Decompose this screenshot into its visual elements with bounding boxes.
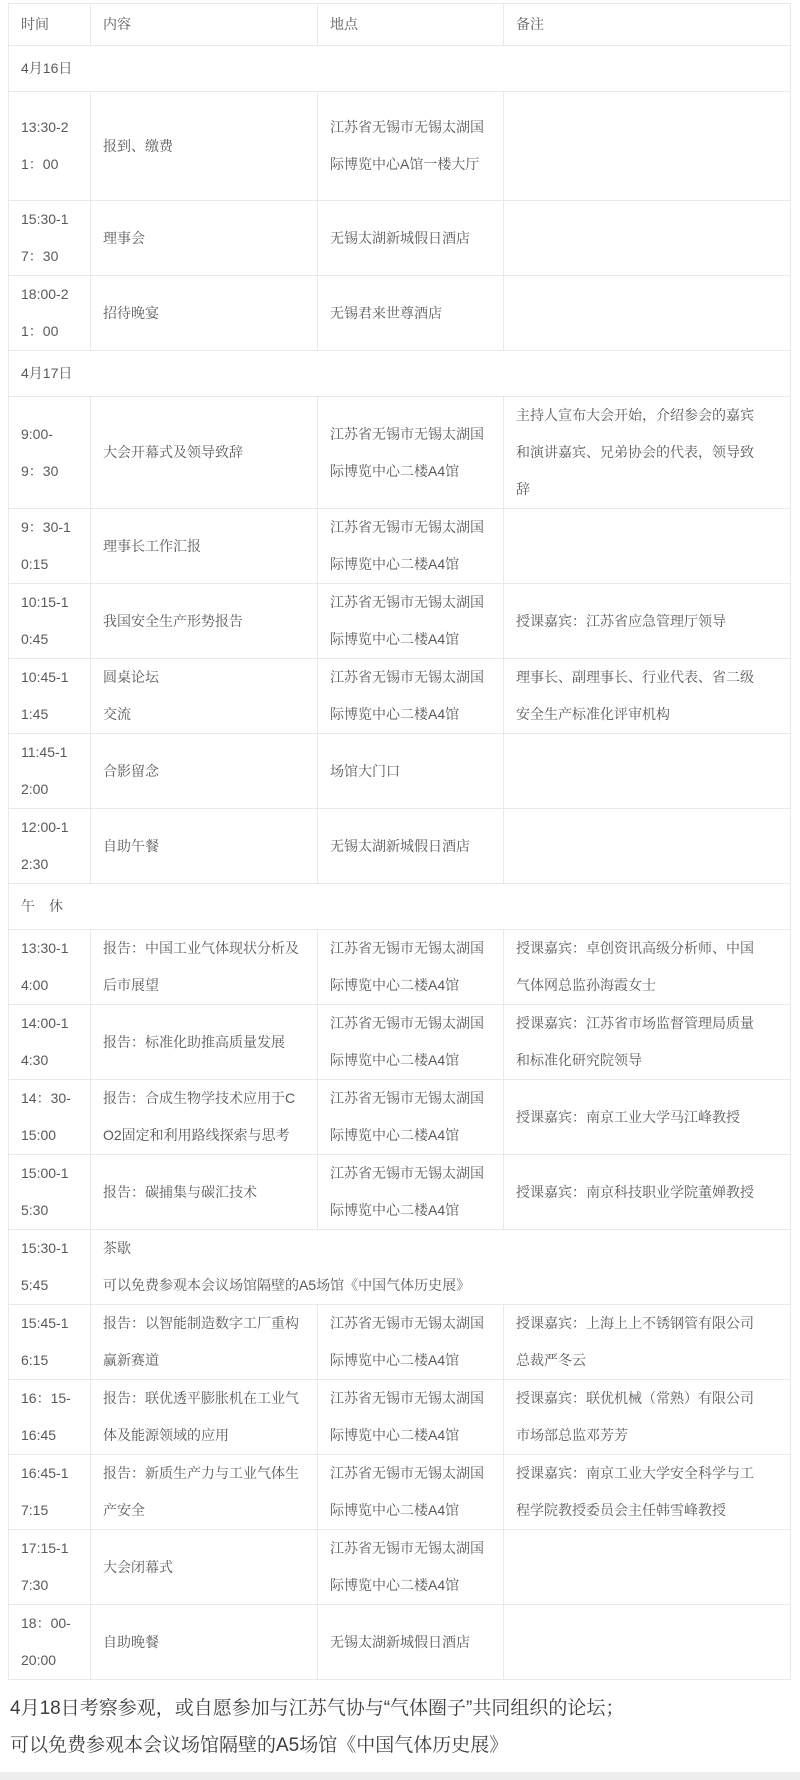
remark-cell [504, 734, 791, 809]
location-cell [318, 276, 504, 351]
cell-line: 1：00 [21, 323, 59, 339]
cell-line: 20:00 [21, 1652, 57, 1668]
content-cell [91, 1530, 318, 1605]
section-row [9, 46, 791, 92]
cell-line: 4:30 [21, 1052, 49, 1068]
content-cell [91, 1230, 791, 1305]
time-cell [9, 930, 91, 1005]
cell-line: 无锡太湖新城假日酒店 [330, 229, 470, 246]
cell-line: 2:00 [21, 781, 49, 797]
cell-line: 0:45 [21, 631, 49, 647]
column-header-place: 地点 [318, 4, 504, 46]
cell-line: 际博览中心二楼A4馆 [330, 1352, 460, 1368]
time-cell [9, 1005, 91, 1080]
cell-line: 际博览中心二楼A4馆 [330, 1202, 460, 1218]
content-cell [91, 276, 318, 351]
content-cell [91, 584, 318, 659]
remark-cell [504, 1380, 791, 1455]
column-header-remark: 备注 [504, 4, 791, 46]
time-cell [9, 397, 91, 509]
content-cell [91, 92, 318, 201]
cell-line: 18：00- [21, 1615, 71, 1631]
location-cell [318, 930, 504, 1005]
cell-line: 我国安全生产形势报告 [103, 612, 243, 629]
cell-line: 报告：联优透平膨胀机在工业气 [103, 1390, 299, 1406]
cell-line: 交流 [103, 706, 131, 722]
cell-line: 6:15 [21, 1352, 49, 1368]
content-cell [91, 1305, 318, 1380]
table-row [9, 276, 791, 351]
location-cell [318, 734, 504, 809]
content-cell [91, 397, 318, 509]
remark-cell [504, 809, 791, 884]
section-row [9, 351, 791, 397]
remark-cell [504, 201, 791, 276]
time-cell [9, 1380, 91, 1455]
cell-line: 理事会 [103, 229, 145, 246]
footer-line-1: 4月18日考察参观，或自愿参加与江苏气协与“气体圈子”共同组织的论坛； [10, 1698, 625, 1719]
cell-line: 授课嘉宾：上海上上不锈钢管有限公司 [516, 1315, 754, 1331]
cell-line: 安全生产标准化评审机构 [516, 706, 670, 722]
remark-cell [504, 1530, 791, 1605]
table-row [9, 809, 791, 884]
cell-line: 7:30 [21, 1577, 49, 1593]
table-row [9, 92, 791, 201]
time-cell [9, 201, 91, 276]
cell-line: 11:45-1 [21, 744, 68, 760]
cell-line: 茶歇 [103, 1240, 131, 1256]
location-cell [318, 509, 504, 584]
cell-line: 市场部总监邓芳芳 [516, 1427, 628, 1443]
cell-line: 自助午餐 [103, 837, 159, 854]
cell-line: 江苏省无锡市无锡太湖国 [330, 1540, 484, 1556]
cell-line: 自助晚餐 [103, 1633, 159, 1650]
cell-line: 江苏省无锡市无锡太湖国 [330, 425, 484, 442]
content-cell [91, 201, 318, 276]
cell-line: 15:45-1 [21, 1315, 69, 1331]
cell-line: 际博览中心二楼A4馆 [330, 1052, 460, 1068]
table-row [9, 1455, 791, 1530]
content-cell [91, 734, 318, 809]
remark-cell [504, 397, 791, 509]
time-cell [9, 734, 91, 809]
remark-cell [504, 92, 791, 201]
footer-line-2: 可以免费参观本会议场馆隔壁的A5场馆《中国气体历史展》 [10, 1735, 509, 1756]
time-cell [9, 509, 91, 584]
cell-line: 际博览中心二楼A4馆 [330, 706, 460, 722]
time-cell [9, 1230, 91, 1305]
location-cell [318, 1380, 504, 1455]
cell-line: O2固定和利用路线探索与思考 [103, 1127, 290, 1143]
time-cell [9, 1155, 91, 1230]
time-cell [9, 1455, 91, 1530]
remark-cell [504, 930, 791, 1005]
cell-line: 江苏省无锡市无锡太湖国 [330, 1090, 484, 1106]
cell-line: 无锡太湖新城假日酒店 [330, 837, 470, 854]
schedule-body [9, 46, 791, 1680]
cell-line: 14:00-1 [21, 1015, 69, 1031]
cell-line: 江苏省无锡市无锡太湖国 [330, 519, 484, 535]
cell-line: 无锡太湖新城假日酒店 [330, 1633, 470, 1650]
location-cell [318, 92, 504, 201]
cell-line: 际博览中心二楼A4馆 [330, 1127, 460, 1143]
cell-line: 江苏省无锡市无锡太湖国 [330, 940, 484, 956]
cell-line: 际博览中心二楼A4馆 [330, 1502, 460, 1518]
remark-cell [504, 1305, 791, 1380]
cell-line: 赢新赛道 [103, 1352, 159, 1368]
cell-line: 5:30 [21, 1202, 49, 1218]
cell-line: 际博览中心A馆一楼大厅 [330, 156, 480, 172]
cell-line: 0:15 [21, 556, 49, 572]
section-label: 午 休 [9, 884, 791, 930]
cell-line: 辞 [516, 481, 530, 497]
content-cell [91, 1455, 318, 1530]
table-row [9, 930, 791, 1005]
cell-line: 报告：以智能制造数字工厂重构 [103, 1315, 299, 1331]
cell-line: 10:15-1 [21, 594, 69, 610]
cell-line: 总裁严冬云 [516, 1352, 586, 1368]
time-cell [9, 1305, 91, 1380]
location-cell [318, 1605, 504, 1680]
cell-line: 际博览中心二楼A4馆 [330, 1427, 460, 1443]
table-row [9, 1380, 791, 1455]
content-cell [91, 930, 318, 1005]
cell-line: 授课嘉宾：南京工业大学马江峰教授 [516, 1108, 740, 1125]
cell-line: 报到、缴费 [103, 137, 173, 154]
table-row [9, 509, 791, 584]
content-cell [91, 659, 318, 734]
cell-line: 报告：合成生物学技术应用于C [103, 1090, 296, 1106]
table-row [9, 1155, 791, 1230]
cell-line: 16:45 [21, 1427, 57, 1443]
location-cell [318, 809, 504, 884]
cell-line: 授课嘉宾：江苏省应急管理厅领导 [516, 612, 726, 629]
table-row [9, 1005, 791, 1080]
location-cell [318, 1080, 504, 1155]
schedule-table [8, 3, 791, 1680]
time-cell [9, 584, 91, 659]
cell-line: 程学院教授委员会主任韩雪峰教授 [516, 1502, 726, 1518]
cell-line: 18:00-2 [21, 286, 69, 302]
cell-line: 际博览中心二楼A4馆 [330, 462, 460, 479]
cell-line: 12:00-1 [21, 819, 69, 835]
cell-line: 报告：新质生产力与工业气体生 [103, 1465, 299, 1481]
cell-line: 江苏省无锡市无锡太湖国 [330, 669, 484, 685]
cell-line: 理事长工作汇报 [103, 537, 201, 554]
cell-line: 和标准化研究院领导 [516, 1052, 642, 1068]
cell-line: 9:00- [21, 425, 53, 442]
cell-line: 13:30-1 [21, 940, 69, 956]
cell-line: 江苏省无锡市无锡太湖国 [330, 1015, 484, 1031]
location-cell [318, 1155, 504, 1230]
table-row [9, 584, 791, 659]
cell-line: 授课嘉宾：南京科技职业学院董婵教授 [516, 1183, 754, 1200]
cell-line: 7:15 [21, 1502, 49, 1518]
cell-line: 报告：标准化助推高质量发展 [103, 1033, 285, 1050]
table-row [9, 734, 791, 809]
cell-line: 授课嘉宾：南京工业大学安全科学与工 [516, 1465, 754, 1481]
table-row [9, 1605, 791, 1680]
table-row [9, 659, 791, 734]
cell-line: 大会开幕式及领导致辞 [103, 444, 243, 460]
section-label: 4月16日 [9, 46, 791, 92]
cell-line: 报告：碳捕集与碳汇技术 [103, 1183, 257, 1200]
content-cell [91, 1380, 318, 1455]
time-cell [9, 809, 91, 884]
location-cell [318, 1530, 504, 1605]
table-row [9, 1305, 791, 1380]
table-row [9, 1080, 791, 1155]
location-cell [318, 1005, 504, 1080]
remark-cell [504, 276, 791, 351]
cell-line: 际博览中心二楼A4馆 [330, 977, 460, 993]
table-row [9, 1530, 791, 1605]
time-cell [9, 1605, 91, 1680]
location-cell [318, 1455, 504, 1530]
cell-line: 江苏省无锡市无锡太湖国 [330, 119, 484, 135]
time-cell [9, 1080, 91, 1155]
cell-line: 1:45 [21, 706, 49, 722]
column-header-content: 内容 [91, 4, 318, 46]
cell-line: 7：30 [21, 248, 59, 264]
content-cell [91, 1005, 318, 1080]
remark-cell [504, 1455, 791, 1530]
cell-line: 体及能源领域的应用 [103, 1427, 229, 1443]
cell-line: 无锡君来世尊酒店 [330, 304, 442, 321]
remark-cell [504, 584, 791, 659]
cell-line: 际博览中心二楼A4馆 [330, 556, 460, 572]
cell-line: 9：30 [21, 462, 59, 479]
cell-line: 15:00 [21, 1127, 57, 1143]
cell-line: 际博览中心二楼A4馆 [330, 1577, 460, 1593]
cell-line: 15:00-1 [21, 1165, 69, 1181]
cell-line: 和演讲嘉宾、兄弟协会的代表，领导致 [516, 444, 754, 460]
cell-line: 理事长、副理事长、行业代表、省二级 [516, 669, 754, 685]
cell-line: 际博览中心二楼A4馆 [330, 631, 460, 647]
cell-line: 产安全 [103, 1502, 145, 1518]
cell-line: 气体网总监孙海霞女士 [516, 977, 656, 993]
location-cell [318, 1305, 504, 1380]
cell-line: 15:30-1 [21, 1240, 69, 1256]
cell-line: 17:15-1 [21, 1540, 69, 1556]
remark-cell [504, 1005, 791, 1080]
location-cell [318, 397, 504, 509]
cell-line: 2:30 [21, 856, 49, 872]
content-cell [91, 809, 318, 884]
location-cell [318, 659, 504, 734]
time-cell [9, 1530, 91, 1605]
cell-line: 5:45 [21, 1277, 49, 1293]
cell-line: 江苏省无锡市无锡太湖国 [330, 1465, 484, 1481]
remark-cell [504, 509, 791, 584]
cell-line: 16:45-1 [21, 1465, 69, 1481]
location-cell [318, 201, 504, 276]
bottom-strip [0, 1772, 800, 1780]
cell-line: 13:30-2 [21, 119, 69, 135]
cell-line: 4:00 [21, 977, 49, 993]
cell-line: 江苏省无锡市无锡太湖国 [330, 594, 484, 610]
cell-line: 主持人宣布大会开始，介绍参会的嘉宾 [516, 407, 754, 423]
content-cell [91, 509, 318, 584]
header-row [9, 4, 791, 46]
cell-line: 9：30-1 [21, 519, 71, 535]
cell-line: 可以免费参观本会议场馆隔壁的A5场馆《中国气体历史展》 [103, 1277, 471, 1293]
cell-line: 合影留念 [103, 762, 159, 779]
cell-line: 授课嘉宾：联优机械（常熟）有限公司 [516, 1390, 754, 1406]
content-cell [91, 1155, 318, 1230]
cell-line: 大会闭幕式 [103, 1558, 173, 1575]
remark-cell [504, 1080, 791, 1155]
cell-line: 15:30-1 [21, 211, 69, 227]
cell-line: 圆桌论坛 [103, 669, 159, 685]
cell-line: 16：15- [21, 1390, 71, 1406]
cell-line: 招待晚宴 [103, 304, 159, 321]
footer-note [10, 1690, 800, 1764]
section-row [9, 884, 791, 930]
cell-line: 14：30- [21, 1090, 71, 1106]
cell-line: 1：00 [21, 156, 59, 172]
table-row [9, 1230, 791, 1305]
location-cell [318, 584, 504, 659]
cell-line: 江苏省无锡市无锡太湖国 [330, 1165, 484, 1181]
cell-line: 江苏省无锡市无锡太湖国 [330, 1315, 484, 1331]
cell-line: 后市展望 [103, 977, 159, 993]
section-label: 4月17日 [9, 351, 791, 397]
time-cell [9, 659, 91, 734]
column-header-time: 时间 [9, 4, 91, 46]
cell-line: 报告：中国工业气体现状分析及 [103, 940, 299, 956]
time-cell [9, 276, 91, 351]
cell-line: 江苏省无锡市无锡太湖国 [330, 1390, 484, 1406]
table-row [9, 201, 791, 276]
cell-line: 授课嘉宾：江苏省市场监督管理局质量 [516, 1015, 754, 1031]
time-cell [9, 92, 91, 201]
content-cell [91, 1080, 318, 1155]
remark-cell [504, 659, 791, 734]
remark-cell [504, 1605, 791, 1680]
content-cell [91, 1605, 318, 1680]
cell-line: 场馆大门口 [330, 762, 400, 779]
cell-line: 10:45-1 [21, 669, 69, 685]
cell-line: 授课嘉宾：卓创资讯高级分析师、中国 [516, 940, 754, 956]
table-row [9, 397, 791, 509]
remark-cell [504, 1155, 791, 1230]
